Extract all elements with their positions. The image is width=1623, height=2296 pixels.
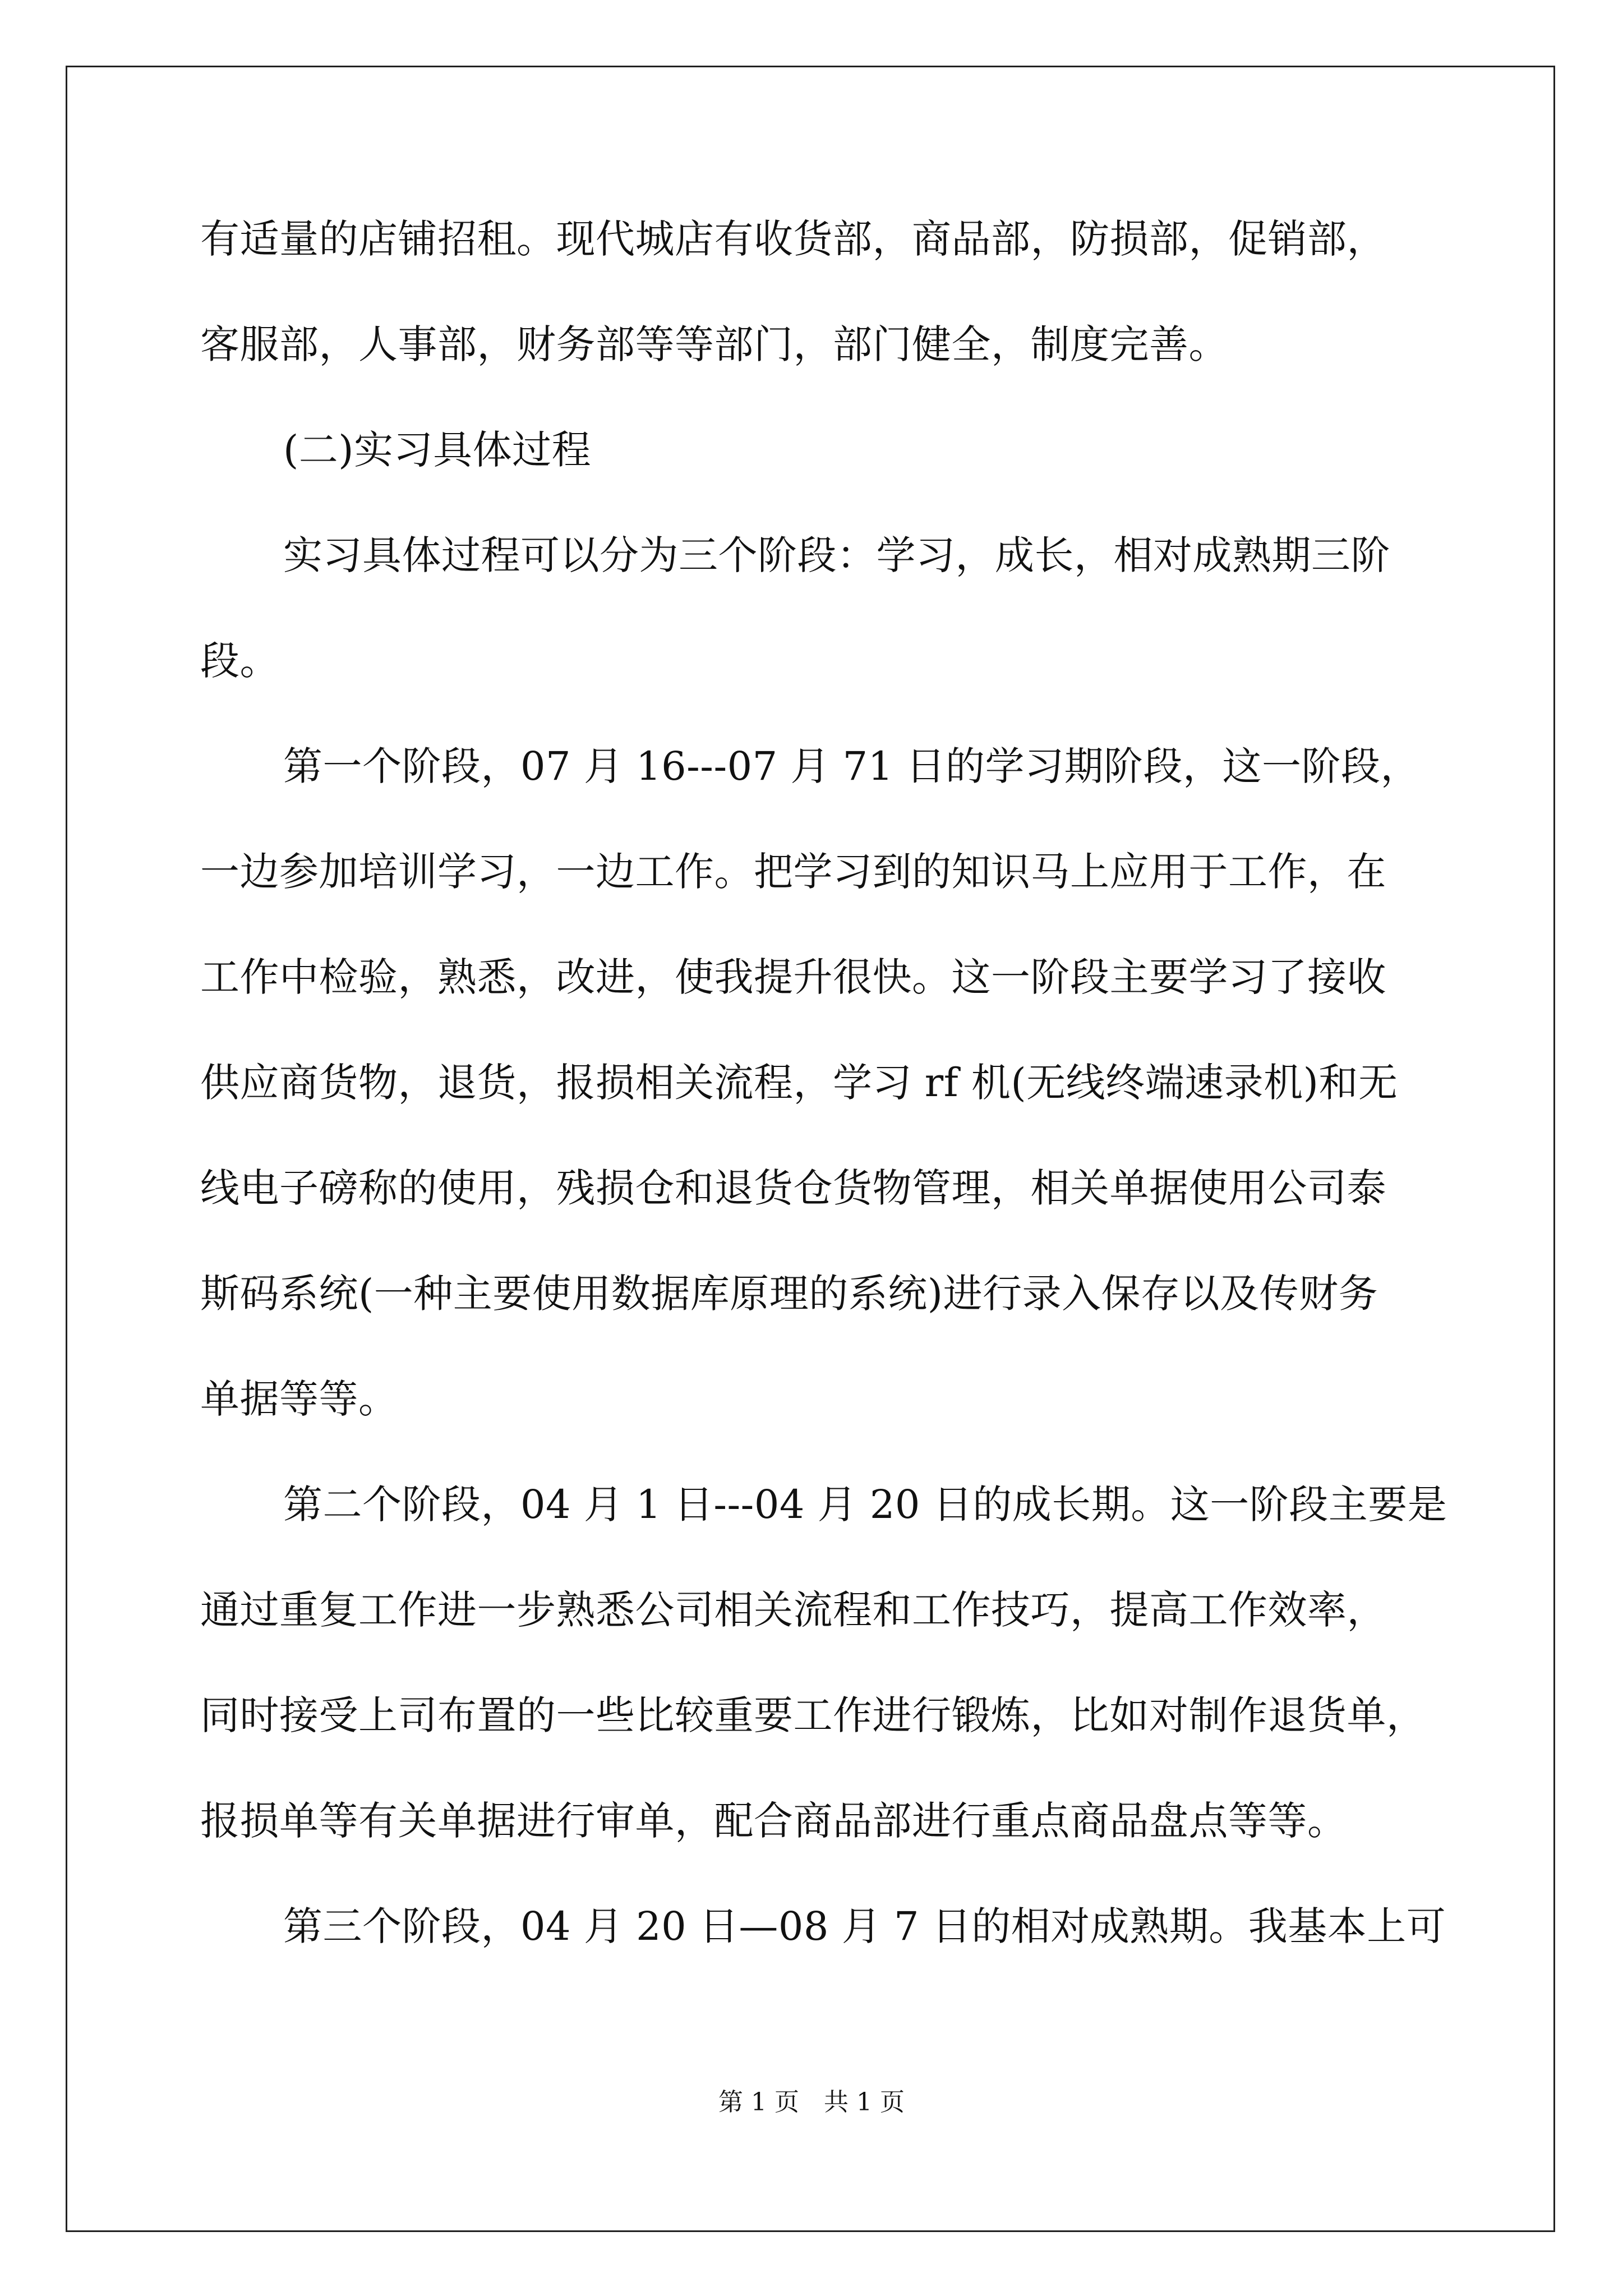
text-line: 实习具体过程可以分为三个阶段：学习，成长，相对成熟期三阶 xyxy=(283,532,1390,578)
text-line: 客服部，人事部，财务部等等部门，部门健全，制度完善。 xyxy=(200,321,1228,367)
text-line: 报损单等有关单据进行审单，配合商品部进行重点商品盘点等等。 xyxy=(200,1798,1347,1844)
text-line: 有适量的店铺招租。现代城店有收货部，商品部，防损部，促销部， xyxy=(200,216,1386,262)
text-line: 工作中检验，熟悉，改进，使我提升很快。这一阶段主要学习了接收 xyxy=(200,954,1386,1000)
section-heading: (二)实习具体过程 xyxy=(283,427,592,473)
text-line: 斯码系统(一种主要使用数据库原理的系统)进行录入保存以及传财务 xyxy=(200,1271,1378,1317)
text-line: 一边参加培训学习，一边工作。把学习到的知识马上应用于工作，在 xyxy=(200,849,1386,895)
text-line: 第三个阶段，04 月 20 日—08 月 7 日的相对成熟期。我基本上可 xyxy=(283,1903,1446,1949)
text-line: 同时接受上司布置的一些比较重要工作进行锻炼，比如对制作退货单， xyxy=(200,1692,1426,1738)
text-line: 单据等等。 xyxy=(200,1376,398,1422)
text-line: 第二个阶段，04 月 1 日---04 月 20 日的成长期。这一阶段主要是 xyxy=(283,1481,1447,1527)
text-line: 线电子磅称的使用，残损仓和退货仓货物管理，相关单据使用公司泰 xyxy=(200,1165,1386,1211)
text-line: 通过重复工作进一步熟悉公司相关流程和工作技巧，提高工作效率， xyxy=(200,1587,1386,1633)
page-number-footer: 第 1 页 共 1 页 xyxy=(718,2088,905,2116)
text-line: 供应商货物，退货，报损相关流程，学习 rf 机(无线终端速录机)和无 xyxy=(200,1060,1398,1106)
text-line: 段。 xyxy=(200,638,279,684)
text-line: 第一个阶段，07 月 16---07 月 71 日的学习期阶段，这一阶段， xyxy=(283,743,1420,789)
